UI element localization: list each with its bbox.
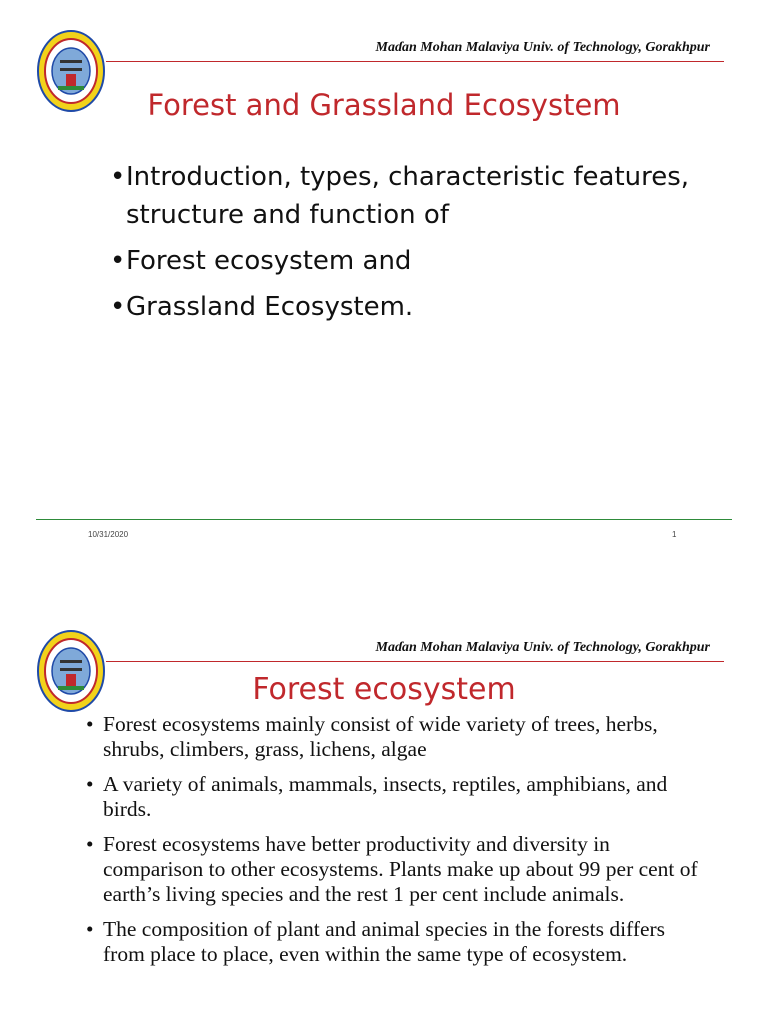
bullet-item: • Forest ecosystem and [110, 242, 710, 280]
bullet-item: • The composition of plant and animal species in the forests differs from place to place, even within the same type of ecosystem. [86, 917, 706, 967]
bullet-item: • A variety of animals, mammals, insects, reptiles, amphibians, and birds. [86, 772, 706, 822]
university-header: Maɗan Mohan Malaviya Univ. of Technology, Gorakhpur [375, 40, 710, 55]
bullet-item: • Grassland Ecosystem. [110, 288, 710, 326]
header-divider [106, 661, 724, 662]
page-number: 1 [672, 530, 677, 539]
footer-date: 10/31/2020 [88, 530, 129, 539]
bullet-item: • Forest ecosystems have better productivity and diversity in comparison to other ecosystems. Plants make up about 99 per cent of earth’s living species and the rest 1 per cent include animals. [86, 832, 706, 907]
bullet-list [110, 158, 710, 334]
bullet-item: • Forest ecosystems mainly consist of wide variety of trees, herbs, shrubs, climbers, grass, lichens, algae [86, 712, 706, 762]
header-divider [106, 61, 724, 62]
footer-divider [36, 519, 732, 520]
university-header: Maɗan Mohan Malaviya Univ. of Technology, Gorakhpur [375, 640, 710, 655]
slide-2 [0, 600, 768, 1024]
bullet-item: • Introduction, types, characteristic features, structure and function of [110, 158, 710, 234]
slide-title: Forest and Grassland Ecosystem [147, 88, 621, 122]
slide-title: Forest ecosystem [252, 672, 516, 707]
bullet-list [86, 712, 706, 977]
